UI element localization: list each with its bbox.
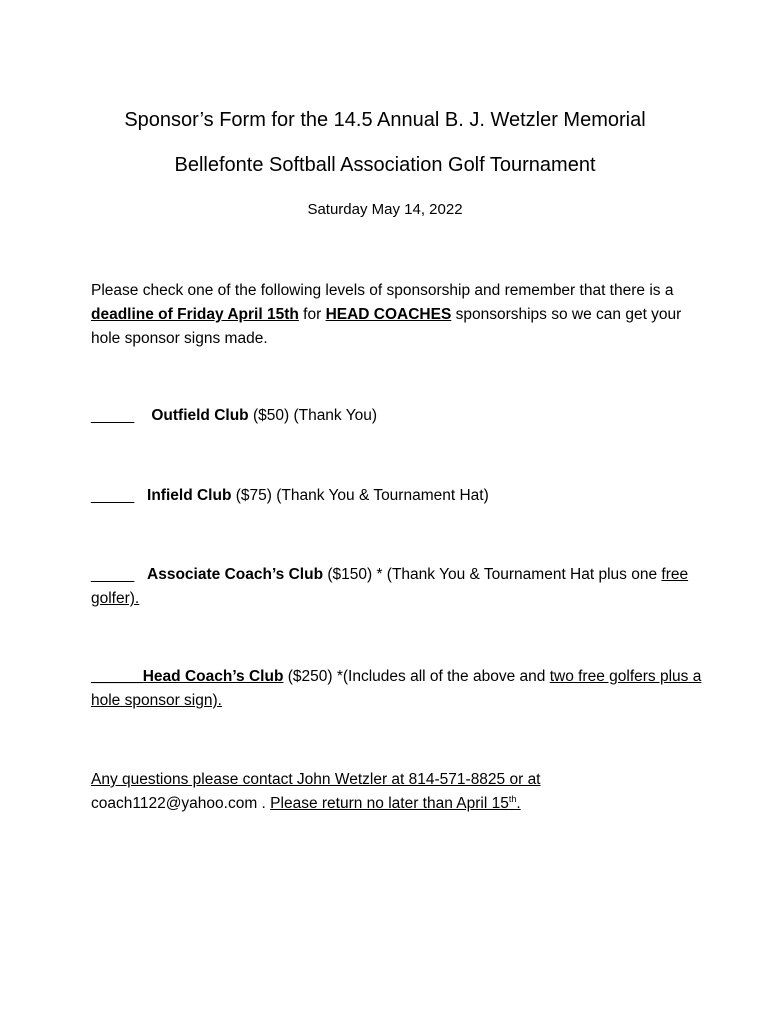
associate-details: ($150) * (Thank You & Tournament Hat plus one bbox=[323, 566, 662, 583]
deadline-text: deadline of Friday April 15th bbox=[91, 306, 299, 323]
associate-blank[interactable]: _____ bbox=[91, 566, 135, 583]
intro-paragraph bbox=[91, 279, 711, 351]
infield-blank[interactable]: _____ bbox=[91, 487, 135, 504]
head-name: Head Coach’s Club bbox=[142, 668, 284, 685]
head-underlined: two free golfers plus a hole sponsor sign). bbox=[91, 668, 702, 709]
intro-text-1: Please check one of the following levels of sponsorship and remember that there is a bbox=[91, 282, 674, 299]
contact-paragraph bbox=[91, 768, 711, 816]
event-date: Saturday May 14, 2022 bbox=[307, 201, 463, 218]
outfield-blank[interactable]: _____ bbox=[91, 407, 135, 424]
form-subtitle: Bellefonte Softball Association Golf Tournament bbox=[174, 154, 596, 176]
level-infield bbox=[91, 484, 711, 508]
infield-name: Infield Club bbox=[147, 487, 232, 504]
contact-separator: . bbox=[257, 795, 271, 812]
associate-name: Associate Coach’s Club bbox=[147, 566, 324, 583]
level-associate bbox=[91, 563, 711, 611]
outfield-name: Outfield Club bbox=[151, 407, 249, 424]
contact-email[interactable]: coach1122@yahoo.com bbox=[91, 795, 258, 812]
head-coaches-text: HEAD COACHES bbox=[325, 306, 452, 323]
level-outfield bbox=[91, 404, 711, 428]
return-superscript: th bbox=[508, 793, 517, 804]
contact-text: Any questions please contact John Wetzler at 814-571-8825 or at bbox=[91, 771, 541, 788]
head-blank[interactable]: ______Head Coach’s Club bbox=[91, 668, 284, 685]
associate-underlined: free golfer). bbox=[91, 566, 689, 607]
outfield-details: ($50) (Thank You) bbox=[248, 407, 378, 424]
return-text: Please return no later than April 15th. bbox=[270, 793, 521, 812]
intro-text-3: sponsorships so we can get your hole sponsor signs made. bbox=[91, 306, 682, 347]
level-head-coach bbox=[91, 665, 711, 713]
form-title: Sponsor’s Form for the 14.5 Annual B. J. Wetzler Memorial bbox=[124, 109, 646, 131]
infield-details: ($75) (Thank You & Tournament Hat) bbox=[231, 487, 489, 504]
head-details: ($250) *(Includes all of the above and bbox=[283, 668, 550, 685]
intro-text-2: for bbox=[298, 306, 326, 323]
